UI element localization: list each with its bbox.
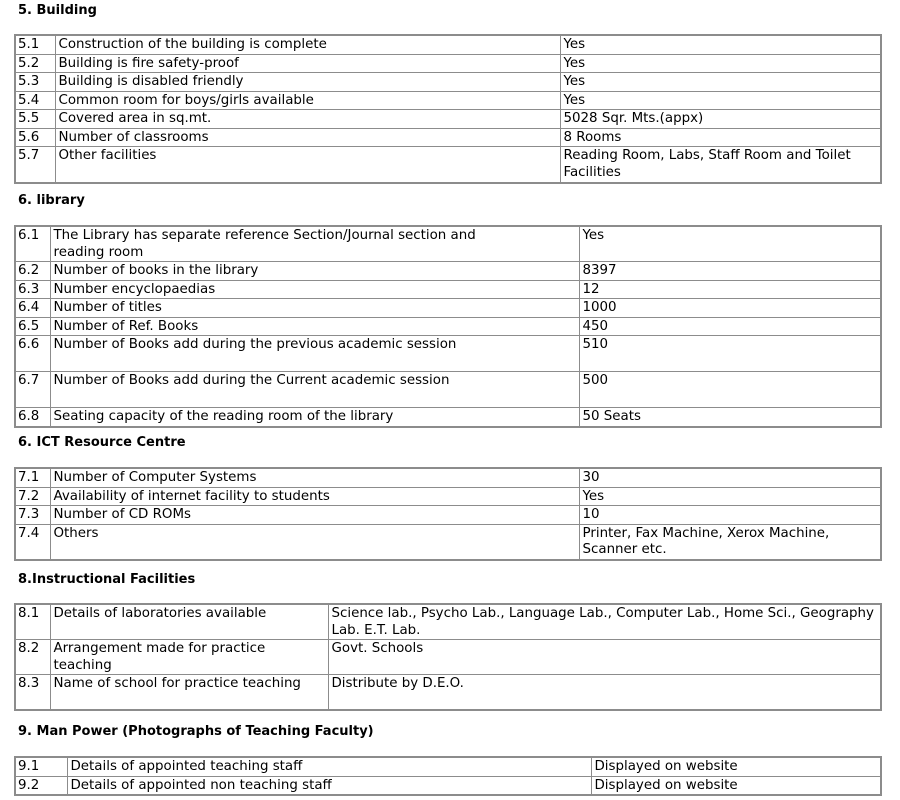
table-row xyxy=(15,506,881,525)
row-number: 5.2 xyxy=(15,54,55,73)
section-heading-instructional-facilities: 8.Instructional Facilities xyxy=(18,572,196,587)
row-item: Other facilities xyxy=(55,147,560,183)
section-heading-building: 5. Building xyxy=(18,3,97,18)
row-number: 6.6 xyxy=(15,336,50,372)
row-item xyxy=(50,604,328,640)
table-row xyxy=(15,487,881,506)
table-row xyxy=(15,91,881,110)
section-heading-man-power: 9. Man Power (Photographs of Teaching Faculty) xyxy=(18,724,374,739)
row-number: 7.4 xyxy=(15,524,50,560)
row-number: 6.5 xyxy=(15,317,50,336)
table-row xyxy=(15,468,881,487)
row-value: 510 xyxy=(579,336,881,372)
row-value: 5028 Sqr. Mts.(appx) xyxy=(560,110,881,129)
table-row xyxy=(15,226,881,262)
row-item: Number of classrooms xyxy=(55,128,560,147)
table-row xyxy=(15,128,881,147)
row-item-text: Number of Books add during the Current academic session xyxy=(53,373,450,388)
row-item: Number encyclopaedias xyxy=(50,280,579,299)
man-power-table xyxy=(14,756,882,796)
row-value: Printer, Fax Machine, Xerox Machine, Scanner etc. xyxy=(579,524,881,560)
table-row xyxy=(15,336,881,372)
row-number: 6.4 xyxy=(15,299,50,318)
row-item: Covered area in sq.mt. xyxy=(55,110,560,129)
table-row xyxy=(15,299,881,318)
row-item xyxy=(50,226,579,262)
row-item-text: The Library has separate reference Section/Journal section and reading room xyxy=(53,228,476,260)
row-number: 9.1 xyxy=(15,757,67,776)
table-row xyxy=(15,604,881,640)
row-item xyxy=(50,640,328,675)
row-item: Number of books in the library xyxy=(50,262,579,281)
table-row xyxy=(15,408,881,427)
row-value: Distribute by D.E.O. xyxy=(328,675,881,710)
row-number: 8.2 xyxy=(15,640,50,675)
row-number: 7.1 xyxy=(15,468,50,487)
building-table xyxy=(14,34,882,184)
row-value: Yes xyxy=(579,226,881,262)
row-item: Number of Computer Systems xyxy=(50,468,579,487)
row-value: 1000 xyxy=(579,299,881,318)
row-item xyxy=(50,675,328,710)
row-item-text: Details of laboratories available xyxy=(53,606,267,621)
row-value: 50 Seats xyxy=(579,408,881,427)
table-row xyxy=(15,524,881,560)
table-row xyxy=(15,317,881,336)
row-number: 5.3 xyxy=(15,73,55,92)
table-row xyxy=(15,35,881,54)
table-row xyxy=(15,640,881,675)
row-value: 10 xyxy=(579,506,881,525)
row-item-text: Name of school for practice teaching xyxy=(53,676,301,691)
row-item: Common room for boys/girls available xyxy=(55,91,560,110)
row-item xyxy=(50,372,579,408)
table-row xyxy=(15,757,881,776)
row-number: 6.3 xyxy=(15,280,50,299)
row-number: 6.1 xyxy=(15,226,50,262)
table-row xyxy=(15,776,881,795)
table-row xyxy=(15,147,881,183)
row-value: Yes xyxy=(560,54,881,73)
row-value: Yes xyxy=(560,73,881,92)
table-row xyxy=(15,372,881,408)
row-number: 9.2 xyxy=(15,776,67,795)
ict-table xyxy=(14,467,882,561)
section-heading-library: 6. library xyxy=(18,193,85,208)
row-value: Displayed on website xyxy=(591,757,881,776)
row-item: Details of appointed teaching staff xyxy=(67,757,591,776)
table-row xyxy=(15,73,881,92)
row-item: Building is fire safety-proof xyxy=(55,54,560,73)
row-value: 12 xyxy=(579,280,881,299)
row-number: 6.2 xyxy=(15,262,50,281)
row-item: Number of titles xyxy=(50,299,579,318)
row-value: 500 xyxy=(579,372,881,408)
row-item: Availability of internet facility to students xyxy=(50,487,579,506)
row-value: Yes xyxy=(560,91,881,110)
row-value: Yes xyxy=(560,35,881,54)
row-number: 6.8 xyxy=(15,408,50,427)
row-item: Seating capacity of the reading room of the library xyxy=(50,408,579,427)
row-value: Yes xyxy=(579,487,881,506)
row-value: 8397 xyxy=(579,262,881,281)
row-value: Displayed on website xyxy=(591,776,881,795)
row-item-text: Arrangement made for practice teaching xyxy=(53,641,266,673)
row-value: 8 Rooms xyxy=(560,128,881,147)
library-table xyxy=(14,225,882,428)
row-value: Science lab., Psycho Lab., Language Lab., Computer Lab., Home Sci., Geography Lab. E.T. Lab. xyxy=(328,604,881,640)
row-item: Building is disabled friendly xyxy=(55,73,560,92)
row-number: 5.6 xyxy=(15,128,55,147)
instructional-facilities-table xyxy=(14,603,882,711)
row-item xyxy=(50,336,579,372)
row-number: 7.3 xyxy=(15,506,50,525)
table-row xyxy=(15,110,881,129)
table-row xyxy=(15,262,881,281)
row-number: 7.2 xyxy=(15,487,50,506)
section-heading-ict: 6. ICT Resource Centre xyxy=(18,435,186,450)
row-number: 5.5 xyxy=(15,110,55,129)
row-number: 6.7 xyxy=(15,372,50,408)
row-value: Govt. Schools xyxy=(328,640,881,675)
row-item: Details of appointed non teaching staff xyxy=(67,776,591,795)
row-number: 5.1 xyxy=(15,35,55,54)
row-number: 5.4 xyxy=(15,91,55,110)
row-number: 5.7 xyxy=(15,147,55,183)
row-item: Others xyxy=(50,524,579,560)
row-item-text: Number of Books add during the previous academic session xyxy=(53,337,457,352)
row-value: 450 xyxy=(579,317,881,336)
row-item: Number of CD ROMs xyxy=(50,506,579,525)
table-row xyxy=(15,54,881,73)
table-row xyxy=(15,280,881,299)
row-number: 8.1 xyxy=(15,604,50,640)
table-row xyxy=(15,675,881,710)
row-value: Reading Room, Labs, Staff Room and Toilet Facilities xyxy=(560,147,881,183)
row-item: Construction of the building is complete xyxy=(55,35,560,54)
row-value: 30 xyxy=(579,468,881,487)
row-item: Number of Ref. Books xyxy=(50,317,579,336)
row-number: 8.3 xyxy=(15,675,50,710)
